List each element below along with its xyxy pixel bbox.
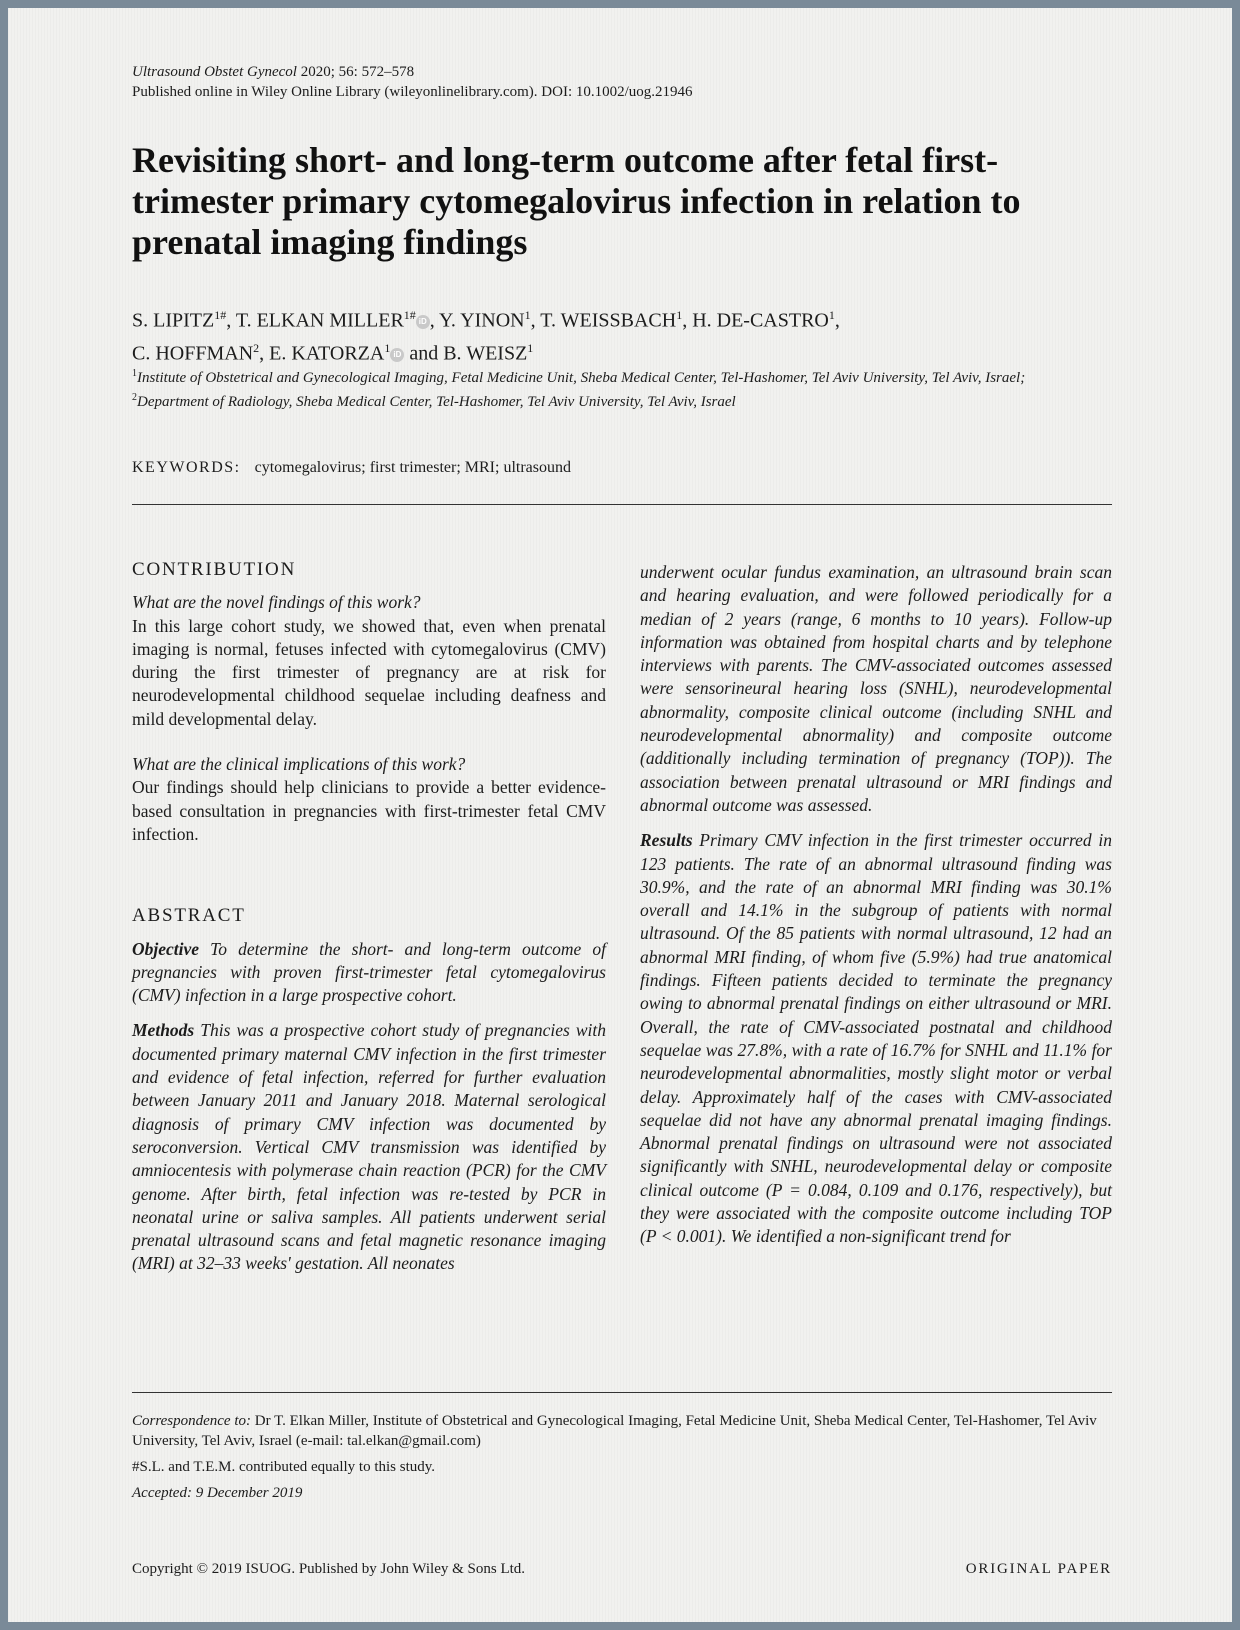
article-type: ORIGINAL PAPER — [965, 1561, 1112, 1577]
accepted-date: Accepted: 9 December 2019 — [132, 1485, 303, 1501]
author-list: S. $LIPITZ^{1\#}$, T. ELKAN $MILLER^{1\#}$ iD , Y. YINON$^1$, T. WEISSBACH$^1$, H. DE-CASTRO$^1$, C. HOFFMAN$^2$, E. KATORZA$^1$ iD and B. WEISZ$^1$ — [132, 308, 840, 365]
abstract-methods-continued: underwent ocular fundus examination, an ultrasound brain scan and hearing evaluation, and were followed periodically for a median of 2 years (range, 6 months to 10 years). Follow-up information was obtained from hospital charts and by telephone interviews with parents. The CMV-associated outcomes assessed were sensorineural hearing loss (SNHL), neurodevelopmental abnormality, composite clinical outcome (including SNHL and neurodevelopmental abnormality) and composite outcome (additionally including termination of pregnancy (TOP)). The association between prenatal ultrasound or MRI findings and abnormal outcome was assessed. — [640, 562, 1112, 815]
footnotes — [132, 1411, 1112, 1503]
correspondence: Correspondence to: Dr T. Elkan Miller, Institute of Obstetrical and Gynecological Imaging, Fetal Medicine Unit, Sheba Medical Center, Tel-Hashomer, Tel Aviv University, Tel Aviv, Israel (e-mail: tal.elkan@gmail.com) — [132, 1413, 1097, 1449]
abstract-objective: Objective To determine the short- and long-term outcome of pregnancies with proven first-trimester fetal cytomegalovirus (CMV) infection in a large prospective cohort. — [132, 938, 606, 1006]
novel-findings-answer: In this large cohort study, we showed that, even when prenatal imaging is normal, fetuses infected with cytomegalovirus (CMV) during the first trimester of pregnancy are at risk for neurodevelopmental childhood sequelae including deafness and mild developmental delay. — [132, 615, 606, 729]
affiliations: $^1$Institute of Obstetrical and Gynecological Imaging, Fetal Medicine Unit, Sheba Medical Center, Tel-Hashomer, Tel Aviv University, Tel Aviv, Israel; $^2$Department of Radiology, Sheba Medical Center, Tel-Hashomer, Tel Aviv University, Tel Aviv, Israel — [132, 368, 1026, 410]
keywords-value: cytomegalovirus; first trimester; MRI; ultrasound — [254, 459, 571, 476]
abstract-methods: Methods This was a prospective cohort study of pregnancies with documented primary maternal CMV infection in the first trimester and evidence of fetal infection, referred for further evaluation between January 2011 and January 2018. Maternal serological diagnosis of primary CMV infection was documented by seroconversion. Vertical CMV transmission was identified by amniocentesis with polymerase chain reaction (PCR) for the CMV genome. After birth, fetal infection was re-tested by PCR in neonatal urine or saliva samples. All patients underwent serial prenatal ultrasound scans and fetal magnetic resonance imaging (MRI) at 32–33 weeks' gestation. All neonates — [132, 1020, 606, 1274]
article-title: Revisiting short- and long-term outcome after fetal first-trimester primary cytomegalovirus infection in relation to prenatal imaging findings — [132, 140, 1021, 262]
abstract-heading: ABSTRACT — [132, 905, 246, 927]
keywords-label: KEYWORDS: — [132, 459, 241, 476]
right-column — [640, 561, 1112, 1249]
contribution-heading: CONTRIBUTION — [132, 559, 297, 580]
orcid-icon[interactable]: iD — [390, 348, 404, 362]
journal-header — [132, 62, 693, 102]
paper-page — [8, 8, 1232, 1622]
copyright: Copyright © 2019 ISUOG. Published by John Wiley & Sons Ltd. — [132, 1561, 526, 1577]
divider-bottom — [132, 1392, 1112, 1393]
equal-contribution-note: #S.L. and T.E.M. contributed equally to this study. — [132, 1459, 436, 1475]
journal-online-doi: Published online in Wiley Online Library (wileyonlinelibrary.com). DOI: 10.1002/uog.21946 — [132, 84, 693, 100]
keywords — [132, 459, 571, 477]
novel-findings-question: What are the novel findings of this work? — [132, 592, 421, 613]
journal-citation: Ultrasound Obstet Gynecol 2020; 56: 572–578 — [132, 64, 415, 80]
left-column — [132, 558, 606, 1276]
abstract-results: Results Primary CMV infection in the first trimester occurred in 123 patients. The rate of an abnormal ultrasound finding was 30.9%, and the rate of an abnormal MRI finding was 30.1% overall and 14.1% in the subgroup of patients with normal ultrasound. Of the 85 patients with normal ultrasound, 12 had an abnormal MRI finding, of whom five (5.9%) had true anatomical findings. Fifteen patients decided to terminate the pregnancy owing to abnormal prenatal findings on either ultrasound or MRI. Overall, the rate of CMV-associated postnatal and childhood sequelae was 27.8%, with a rate of 16.7% for SNHL and 11.1% for neurodevelopmental abnormalities, mostly slight motor or verbal delay. Approximately half of the cases with CMV-associated sequelae did not have any abnormal prenatal imaging findings. Abnormal prenatal findings on ultrasound were not associated significantly with SNHL, neurodevelopmental delay or composite clinical outcome (P = 0.084, 0.109 and 0.176, respectively), but they were associated with the composite outcome including TOP (P < 0.001). We identified a non-significant trend for — [640, 830, 1112, 1247]
orcid-icon[interactable]: iD — [416, 315, 430, 329]
clinical-implications-answer: Our findings should help clinicians to provide a better evidence-based consultation in pregnancies with first-trimester fetal CMV infection. — [132, 777, 606, 844]
clinical-implications-question: What are the clinical implications of this work? — [132, 754, 466, 775]
divider-top — [132, 504, 1112, 505]
